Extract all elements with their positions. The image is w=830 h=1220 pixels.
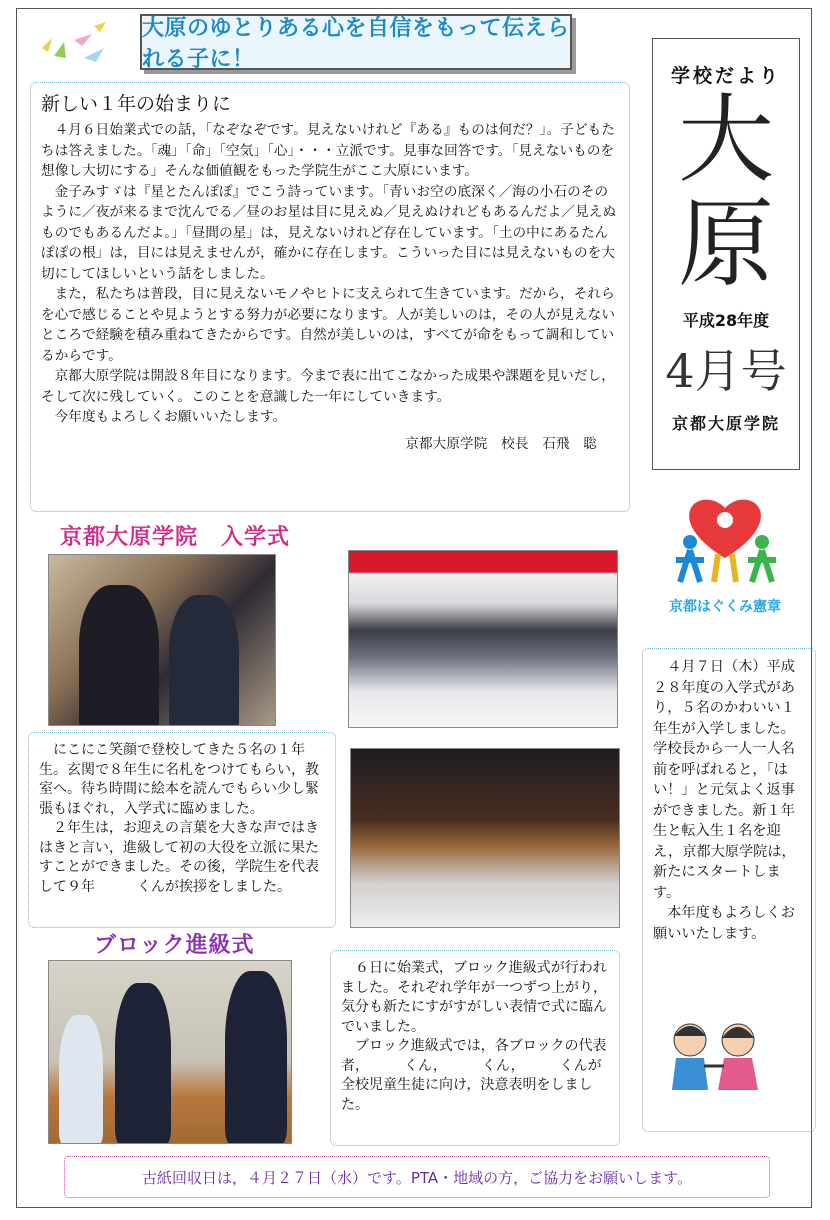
principal-message <box>30 82 630 512</box>
message-paragraph: 京都大原学院は開設８年目になります。今まで表に出てこなかった成果や課題を見いだし，そして次に残していく。このことを意識した一年にしていきます。 <box>41 368 615 405</box>
sparkle-decoration <box>34 18 114 68</box>
entrance-paragraph: ２年生は，お迎えの言葉を大きな声ではきはきと言い，進級して初の大役を立派に果たすことができました。その後，学院生を代表して９年 くんが挨拶をしました。 <box>39 820 319 895</box>
masthead-title: 大原 <box>678 84 774 300</box>
nametag-photo <box>48 554 276 726</box>
entrance-article <box>28 732 336 928</box>
note-paragraph: ４月７日（木）平成２８年度の入学式があり，５名のかわいい１年生が入学しました。学校長から一人一人名前を呼ばれると，「はい！」と元気よく返事ができました。新１年生と転入生１名を迎え，京都大原学院は，新たにスタートします。 <box>653 659 796 901</box>
issue-month: 4月号 <box>665 344 787 398</box>
message-signature: 京都大原学院 校長 石飛 聡 <box>405 435 597 452</box>
fiscal-year: 平成28年度 <box>682 311 770 330</box>
entrance-paragraph: にこにこ笑顔で登校してきた５名の１年生。玄関で８年生に名札をつけてもらい，教室へ。待ち時間に絵本を読んでもらい少し緊張もほぐれ，入学式に臨めました。 <box>39 742 319 817</box>
school-name: 京都大原学院 <box>671 414 780 433</box>
block-promotion-article <box>330 950 620 1146</box>
block-paragraph: ６日に始業式，ブロック進級式が行われました。それぞれ学年が一つずつ上がり，気分も新たにすがすがしい表情で式に臨んでいました。 <box>341 960 607 1035</box>
paper-collection-notice <box>64 1156 770 1198</box>
entrance-ceremony-title: 京都大原学院 入学式 <box>60 525 291 550</box>
notice-text: 古紙回収日は，４月２７日（水）です。PTA・地域の方，ご協力をお願いします。 <box>142 1168 692 1187</box>
hagukumi-charter-logo <box>660 490 790 630</box>
message-title: 新しい１年の始まりに <box>41 93 232 115</box>
children-illustration <box>654 1010 774 1110</box>
slogan-text: 大原のゆとりある心を自信をもって伝えられる子に！ <box>142 16 570 72</box>
message-paragraph: 金子みすゞは『星とたんぽぽ』でこう詩っています。「青いお空の底深く／海の小石のそのように／夜が来るまで沈んでる／昼のお星は目に見えぬ／見えぬけれどもあるんだよ／見えぬものでもあるんだよ。」「昼間の星」は，見えないけれど存在しています。「土の中にあるたんぽぽの根」は，目には見えませんが，確かに存在します。こういった目には見えないものを大切にしてほしいという話をしました。 <box>41 183 617 282</box>
block-promotion-title: ブロック進級式 <box>94 933 255 958</box>
charter-caption: 京都はぐくみ憲章 <box>669 599 781 615</box>
stage-performance-photo <box>350 748 620 928</box>
ceremony-hall-photo <box>348 550 618 728</box>
newsletter-label: 学校だより <box>670 65 781 87</box>
slogan-banner <box>140 14 572 70</box>
note-paragraph: 本年度もよろしくお願いいたします。 <box>653 905 795 942</box>
block-paragraph: ブロック進級式では，各ブロックの代表者， くん， くん， くんが全校児童生徒に向け，決意表明をしました。 <box>341 1038 607 1113</box>
message-paragraph: 今年度もよろしくお願いいたします。 <box>54 409 287 425</box>
representatives-photo <box>48 960 292 1144</box>
message-paragraph: ４月６日始業式での話，「なぞなぞです。見えないけれど『ある』ものは何だ？」。子どもたちは答えました。「魂」「命」「空気」「心」・・・立派です。見事な回答です。「見えないものを想像し大切にする」そんな価値観をもった学院生がここ大原にいます。 <box>41 122 616 179</box>
charter-logo-icon <box>670 490 780 590</box>
message-paragraph: また，私たちは普段，目に見えないモノやヒトに支えられて生きています。だから，それらを心で感じることや見ようとする努力が必要になります。人が美しいのは，その人が見えないところで経験を積み重ねてきたからです。自然が美しいのは，すべてが命をもって調和しているからです。 <box>41 286 616 364</box>
masthead <box>652 38 800 470</box>
